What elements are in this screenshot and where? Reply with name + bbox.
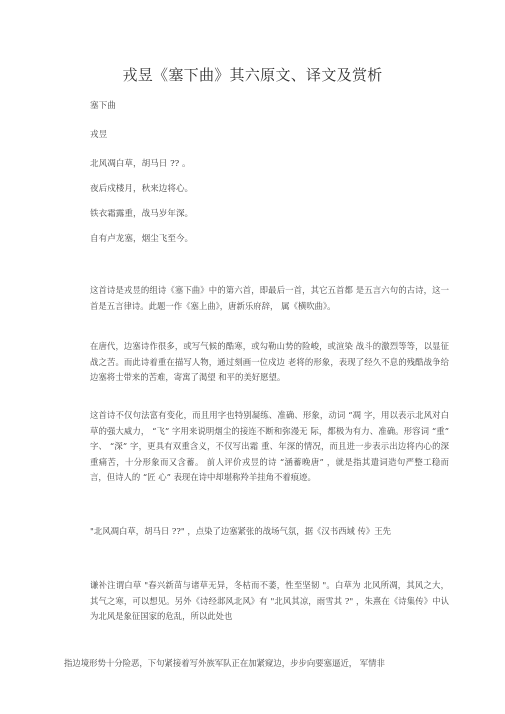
paragraph-text: "北风凋白草，胡马日 ??" ，点染了边塞紧张的战场气氛，据《汉书西域 传》王先: [90, 526, 392, 536]
poem-line: 北风凋白草，胡马日 ?? 。: [90, 159, 191, 169]
paragraph: [64, 339, 449, 386]
paragraph: [64, 408, 449, 486]
paragraph-text: 谦补注谓白草 "春兴新苗与诸草无异，冬枯而不萎，性至坚韧 "。白草为 北风所凋，其风之大，其气之寒，可以想见。另外《诗经邶风北风》有 "北风其凉，雨雪其 ?" ，朱熹在《诗集传》中认为北风是象征国家的危乱，所以此处也: [90, 580, 449, 621]
poem-line: 自有卢龙塞，烟尘飞至今。: [90, 234, 194, 244]
paragraph: [64, 656, 449, 672]
page-title: 戎昱《塞下曲》其六原文、译文及赏析: [122, 66, 383, 84]
paragraph: [64, 283, 449, 314]
paragraph-text: 指边境形势十分险恶，下句紧接着写外族军队正在加紧窥边，步步向要塞逼近， 军情非: [64, 658, 385, 668]
paragraph-text: 这首诗不仅句法富有变化，而且用字也特别凝练、准确、形象，动词 “凋 字，用以表示北风对白草的强大威力， “飞” 字用来说明烟尘的接连不断和弥漫无 际，都极为有力、准确。形容词 “重” 字、 “深” 字，更具有双重含义，不仅写出霜 重、年深的情况，而且进一步表示出边将内心的深重痛苦，十分形象而又含蓄。 前人评价戎昱的诗 “涵蓄晚唐” ，就是指其遣词造句严整工稳而言，但诗人的 “匠 心” 表现在诗中却堪称羚羊挂角不着痕迹。: [90, 410, 449, 482]
paragraph-text: 在唐代，边塞诗作很多，或写气候的酷寒，或勾勒山势的险峻，或渲染 战斗的激烈等等，以显征战之苦。而此诗着重在描写人物，通过刻画一位戍边 老将的形象，表现了经久不息的残酷战争给边塞将士带来的苦难，寄寓了渴望 和平的美好愿望。: [90, 341, 449, 382]
paragraph: [64, 524, 449, 540]
poem-name: 塞下曲: [90, 101, 116, 111]
paragraph: [64, 578, 449, 625]
poem-line: 夜后戍楼月，秋来边将心。: [90, 184, 194, 194]
poem-author: 戎昱: [90, 130, 108, 140]
paragraph-text: 这首诗是戎昱的组诗《塞下曲》中的第六首，即最后一首，其它五首都 是五言六句的古诗，这一首是五言律诗。此题一作《塞上曲》，唐新乐府辞， 属《横吹曲》。: [90, 285, 449, 311]
poem-line: 铁衣霜露重，战马岁年深。: [90, 209, 194, 219]
